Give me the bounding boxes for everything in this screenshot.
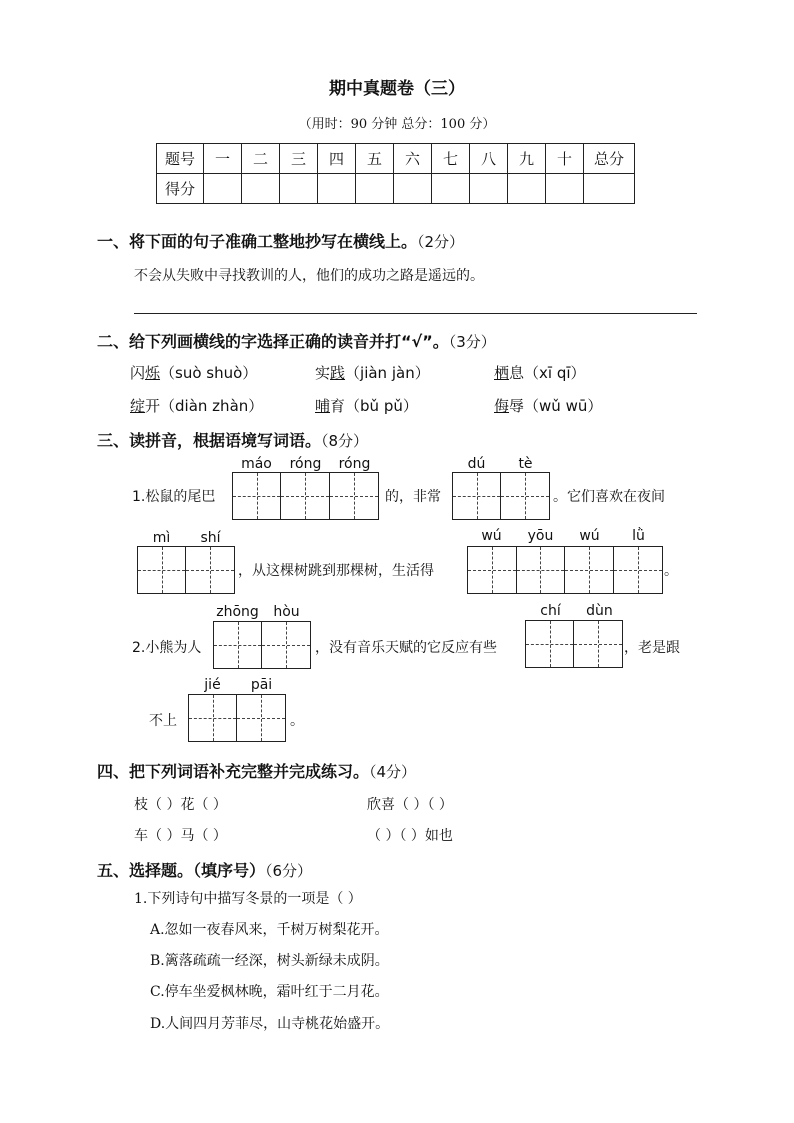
writing-grid-4[interactable]: [467, 546, 663, 594]
section-4-heading: [97, 759, 416, 782]
pinyin-label: zhōng: [216, 604, 259, 620]
score-cell-9: 九: [508, 144, 546, 174]
option-c[interactable]: C.停车坐爱枫林晚，霜叶红于二月花。: [150, 984, 389, 1000]
pinyin-label: róng: [289, 456, 322, 472]
item-text: 闪: [130, 364, 146, 382]
fill-text: 。: [664, 563, 678, 579]
pinyin-item-6[interactable]: [494, 395, 602, 416]
score-cell-6: 六: [394, 144, 432, 174]
writing-grid-5[interactable]: [213, 621, 311, 669]
score-cell-7: 七: [432, 144, 470, 174]
score-row-label: 得分: [157, 174, 204, 204]
pinyin-label: shí: [200, 530, 221, 546]
score-input-8[interactable]: [470, 174, 508, 204]
score-input-5[interactable]: [356, 174, 394, 204]
fill-text: 。它们喜欢在夜间: [553, 489, 665, 505]
fill-text: ，从这棵树跳到那棵树，生活得: [238, 563, 434, 579]
writing-grid-3[interactable]: [137, 546, 235, 594]
score-cell-8: 八: [470, 144, 508, 174]
section-2-title: 二、给下列画横线的字选择正确的读音并打“√”。: [97, 332, 449, 351]
writing-grid-1[interactable]: [232, 472, 379, 520]
underlined-char: 烁: [145, 364, 161, 382]
section-2-heading: [97, 329, 496, 352]
section-1-title: 一、将下面的句子准确工整地抄写在横线上。: [97, 232, 418, 251]
score-cell-5: 五: [356, 144, 394, 174]
item-text: 实: [315, 364, 331, 382]
pinyin-options: （bǔ pǔ）: [345, 397, 418, 415]
fill-text: 。: [290, 713, 304, 729]
question-1[interactable]: 1.下列诗句中描写冬景的一项是（ ）: [134, 891, 362, 907]
pinyin-label: róng: [338, 456, 371, 472]
score-cell-3: 三: [280, 144, 318, 174]
pinyin-options: （xī qī）: [524, 364, 586, 382]
section-5-title: 五、选择题。（填序号）: [97, 861, 266, 880]
writing-grid-2[interactable]: [452, 472, 550, 520]
item-text: 育: [330, 397, 346, 415]
score-table-header-row: [157, 144, 635, 174]
pinyin-label: hòu: [273, 604, 300, 620]
score-cell-2: 二: [242, 144, 280, 174]
writing-grid-6[interactable]: [525, 620, 623, 668]
pinyin-label: chí: [540, 603, 561, 619]
fill-text: 1.松鼠的尾巴: [132, 489, 216, 505]
pinyin-label: wú: [579, 528, 600, 544]
pinyin-label: mì: [152, 530, 171, 546]
pinyin-label: tè: [518, 456, 533, 472]
option-b[interactable]: B.篱落疏疏一经深，树头新绿未成阴。: [150, 953, 389, 969]
score-input-4[interactable]: [318, 174, 356, 204]
score-input-10[interactable]: [546, 174, 584, 204]
pinyin-label: dú: [467, 456, 486, 472]
pinyin-item-3[interactable]: [494, 362, 586, 383]
score-table: [156, 143, 635, 204]
fill-text: 的，非常: [385, 489, 441, 505]
score-cell-label: 题号: [157, 144, 204, 174]
pinyin-options: （wǔ wū）: [524, 397, 603, 415]
fill-text: ，老是跟: [624, 640, 680, 656]
score-input-1[interactable]: [204, 174, 242, 204]
pinyin-label: máo: [241, 456, 272, 472]
section-5-heading: [97, 858, 312, 881]
score-input-total[interactable]: [584, 174, 635, 204]
section-2-points: （3分）: [448, 333, 496, 351]
pinyin-label: yōu: [527, 528, 554, 544]
section-5-points: （6分）: [265, 862, 313, 880]
page-title: 期中真题卷（三）: [329, 79, 465, 99]
copy-sentence: 不会从失败中寻找教训的人，他们的成功之路是遥远的。: [134, 268, 484, 284]
option-a[interactable]: A.忽如一夜春风来，千树万树梨花开。: [150, 922, 389, 938]
copy-answer-line[interactable]: [134, 313, 697, 314]
pinyin-options: （suò shuò）: [160, 364, 258, 382]
score-input-7[interactable]: [432, 174, 470, 204]
score-cell-total: 总分: [584, 144, 635, 174]
underlined-char: 侮: [494, 397, 510, 415]
item-text: 辱: [509, 397, 525, 415]
pinyin-item-1[interactable]: [130, 362, 257, 383]
fill-text: 不上: [149, 713, 177, 729]
pinyin-label: pāi: [250, 677, 273, 693]
fill-text: ，没有音乐天赋的它反应有些: [315, 640, 497, 656]
score-cell-1: 一: [204, 144, 242, 174]
pinyin-item-2[interactable]: [315, 362, 430, 383]
section-1-points: （2分）: [417, 233, 465, 251]
exam-info: （用时：90 分钟 总分：100 分）: [298, 117, 496, 132]
pinyin-label: jié: [204, 677, 221, 693]
section-3-heading: [97, 428, 368, 451]
underlined-char: 践: [330, 364, 346, 382]
score-input-6[interactable]: [394, 174, 432, 204]
score-table-score-row: [157, 174, 635, 204]
pinyin-label: dùn: [586, 603, 613, 619]
section-3-title: 三、读拼音，根据语境写词语。: [97, 431, 322, 450]
underlined-char: 哺: [315, 397, 331, 415]
item-text: 开: [145, 397, 161, 415]
pinyin-options: （jiàn jàn）: [345, 364, 430, 382]
score-input-2[interactable]: [242, 174, 280, 204]
pinyin-item-5[interactable]: [315, 395, 418, 416]
section-4-points: （4分）: [369, 763, 417, 781]
score-input-3[interactable]: [280, 174, 318, 204]
idiom-fill-2[interactable]: 欣喜（ ）（ ）: [367, 797, 453, 813]
option-d[interactable]: D.人间四月芳菲尽，山寺桃花始盛开。: [150, 1016, 390, 1032]
pinyin-item-4[interactable]: [130, 395, 263, 416]
idiom-fill-1[interactable]: 枝（ ）花（ ）: [134, 797, 227, 813]
pinyin-label: wú: [481, 528, 502, 544]
pinyin-options: （diàn zhàn）: [160, 397, 264, 415]
idiom-fill-4[interactable]: （ ）（ ）如也: [367, 828, 453, 844]
pinyin-label: lǜ: [632, 528, 645, 544]
item-text: 息: [509, 364, 525, 382]
section-4-title: 四、把下列词语补充完整并完成练习。: [97, 762, 370, 781]
section-3-points: （8分）: [321, 432, 369, 450]
score-cell-4: 四: [318, 144, 356, 174]
idiom-fill-3[interactable]: 车（ ）马（ ）: [134, 828, 227, 844]
underlined-char: 栖: [494, 364, 510, 382]
underlined-char: 绽: [130, 397, 146, 415]
section-1-heading: [97, 229, 464, 252]
score-cell-10: 十: [546, 144, 584, 174]
score-input-9[interactable]: [508, 174, 546, 204]
writing-grid-7[interactable]: [188, 694, 286, 742]
fill-text: 2.小熊为人: [132, 640, 202, 656]
